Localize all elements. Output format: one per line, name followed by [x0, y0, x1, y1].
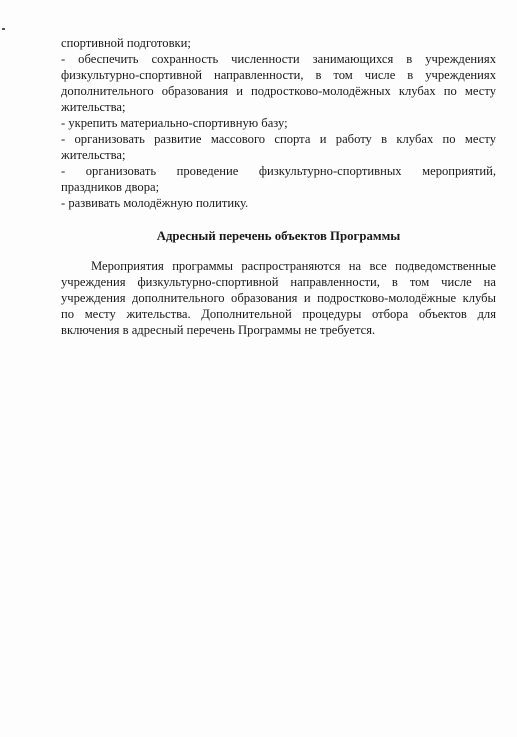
list-line: физкультурно-спортивной направленности, в том числе в учреждениях [61, 68, 496, 82]
paragraph-line: учреждения дополнительного образования и подростково-молодёжные клубы [61, 291, 496, 305]
paragraph-line: включения в адресный перечень Программы не требуется. [61, 323, 376, 337]
paragraph-line: учреждения физкультурно-спортивной направленности, в том числе на [61, 275, 496, 289]
list-line: - организовать проведение физкультурно-спортивных мероприятий, [61, 164, 496, 178]
list-line: спортивной подготовки; [61, 36, 191, 50]
section-heading: Адресный перечень объектов Программы [156, 229, 401, 243]
list-line: дополнительного образования и подростково-молодёжных клубах по месту [61, 84, 496, 98]
list-line: - укрепить материально-спортивную базу; [61, 116, 288, 130]
list-line: - организовать развитие массового спорта и работу в клубах по месту [61, 132, 496, 146]
list-line: - обеспечить сохранность численности занимающихся в учреждениях [61, 52, 496, 66]
paragraph-line: Мероприятия программы распространяются на все подведомственные [91, 259, 496, 273]
list-line: - развивать молодёжную политику. [61, 196, 249, 210]
list-line: жительства; [61, 100, 126, 114]
paragraph-line: по месту жительства. Дополнительной процедуры отбора объектов для [61, 307, 496, 321]
list-line: жительства; [61, 148, 126, 162]
list-line: праздников двора; [61, 180, 160, 194]
scan-artifact [2, 28, 5, 30]
